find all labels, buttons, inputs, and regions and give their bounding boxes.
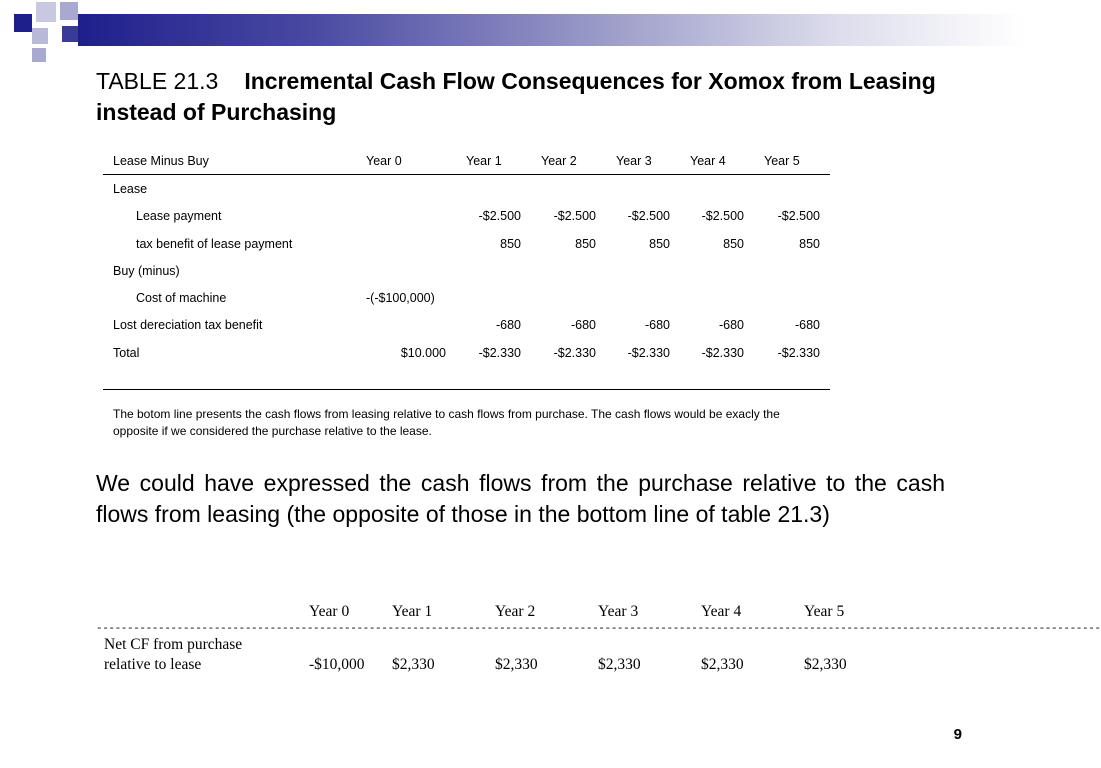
column-header: Year 5: [804, 603, 845, 620]
dashed-separator: ------------------------------------------------------------------------------------------------------------------------------------------------------------------: [96, 623, 1101, 635]
table-cell: [606, 257, 680, 284]
table-header-row: [96, 603, 896, 623]
lease-vs-buy-table: [103, 147, 830, 366]
table-cell: [456, 257, 531, 284]
column-header: Year 5: [754, 147, 830, 175]
table-cell: -$2.330: [701, 345, 744, 360]
table-cell: [356, 175, 456, 203]
table-cell: -$2.500: [777, 209, 820, 224]
table-cell: -$2.500: [553, 209, 596, 224]
table-cell: $2,330: [392, 656, 435, 673]
table-cell: $2,330: [701, 656, 744, 673]
column-header: Year 3: [598, 603, 639, 620]
table-cell: [754, 284, 830, 311]
body-paragraph: We could have expressed the cash flows from the purchase relative to the cash flows from leasing (the opposite of those in the bottom line of table 21.3): [96, 470, 945, 527]
table-cell: [680, 175, 754, 203]
table-cell: [606, 175, 680, 203]
table-cell: -$10,000: [309, 656, 365, 673]
column-header: Year 4: [701, 603, 742, 620]
slide-title: [96, 66, 976, 128]
column-header: Year 1: [456, 147, 531, 175]
row-label: Lease: [113, 181, 148, 196]
column-header: Year 4: [680, 147, 754, 175]
banner-gradient-bar: [78, 14, 1024, 46]
banner-square-light: [32, 48, 46, 62]
table-cell: -680: [718, 318, 744, 333]
table-cell: [754, 175, 830, 203]
table-cell: [606, 284, 680, 311]
table-cell: [356, 203, 456, 230]
table-cell: [456, 284, 531, 311]
table-cell: -680: [644, 318, 670, 333]
table-row: [103, 284, 830, 311]
table-cell: [680, 284, 754, 311]
banner-square-dark: [14, 14, 32, 32]
table-cell: -(-$100,000): [366, 291, 435, 306]
column-header: Year 2: [531, 147, 606, 175]
table-row: [96, 635, 896, 675]
title-table-number: TABLE 21.3: [96, 68, 219, 94]
row-label: Lost dereciation tax benefit: [113, 318, 263, 333]
banner-square-mid: [60, 2, 78, 20]
table-cell: 850: [723, 236, 744, 251]
table-cell: 850: [575, 236, 596, 251]
banner-square-mid: [32, 28, 48, 44]
banner-square-light: [36, 2, 56, 22]
table-cell: -$2.330: [627, 345, 670, 360]
net-cf-table: [96, 603, 1101, 675]
table-bottom-rule: [103, 389, 830, 390]
row-label: Cost of machine: [136, 291, 227, 306]
page-number: 9: [953, 726, 962, 743]
column-header: Year 2: [495, 603, 536, 620]
table-cell: [531, 257, 606, 284]
table-cell: $2,330: [598, 656, 641, 673]
table-cell: [754, 257, 830, 284]
column-header: Year 1: [392, 603, 433, 620]
header-banner: [0, 0, 1024, 46]
table-cell: -680: [495, 318, 521, 333]
table-cell: [356, 257, 456, 284]
title-text: Incremental Cash Flow Consequences for Xomox from Leasing instead of Purchasing: [96, 68, 936, 125]
table-cell: -680: [794, 318, 820, 333]
table-cell: -$2.330: [553, 345, 596, 360]
table-cell: 850: [500, 236, 521, 251]
table-row: [103, 175, 830, 203]
row-label: tax benefit of lease payment: [136, 236, 293, 251]
table-cell: 850: [799, 236, 820, 251]
column-header: Lease Minus Buy: [103, 147, 356, 175]
column-header-empty: [96, 603, 309, 623]
table-row-total: [103, 339, 830, 366]
column-header: Year 0: [356, 147, 456, 175]
table-cell: 850: [649, 236, 670, 251]
table-cell: [531, 284, 606, 311]
row-label-line: Net CF from purchase: [104, 636, 243, 653]
row-label: Buy (minus): [113, 263, 180, 278]
row-label: Lease payment: [136, 209, 222, 224]
table-row: [103, 230, 830, 257]
table-row: [103, 312, 830, 339]
table-cell: -$2.500: [701, 209, 744, 224]
row-label-line: relative to lease: [104, 656, 202, 673]
column-header: Year 3: [606, 147, 680, 175]
row-label: Total: [113, 345, 140, 360]
table-cell: -$2.500: [478, 209, 521, 224]
table-header-row: [103, 147, 830, 175]
row-label: [96, 635, 309, 675]
table-cell: -$2.500: [627, 209, 670, 224]
table-footnote: The botom line presents the cash flows from leasing relative to cash flows from purchase. The cash flows would be exacly the opposite if we considered the purchase relative to the lease.: [113, 407, 780, 438]
table-cell: [531, 175, 606, 203]
table-cell: -$2.330: [777, 345, 820, 360]
table-cell: [680, 257, 754, 284]
table-cell: [356, 312, 456, 339]
column-header: Year 0: [309, 603, 350, 620]
table-cell: [356, 230, 456, 257]
table-cell: -680: [570, 318, 596, 333]
banner-square-dark: [62, 26, 78, 42]
table-row: [103, 257, 830, 284]
table-cell: $2,330: [804, 656, 847, 673]
table-row: [103, 203, 830, 230]
table-cell: [456, 175, 531, 203]
table-cell: $10.000: [400, 345, 446, 360]
table-cell: -$2.330: [478, 345, 521, 360]
table-cell: $2,330: [495, 656, 538, 673]
